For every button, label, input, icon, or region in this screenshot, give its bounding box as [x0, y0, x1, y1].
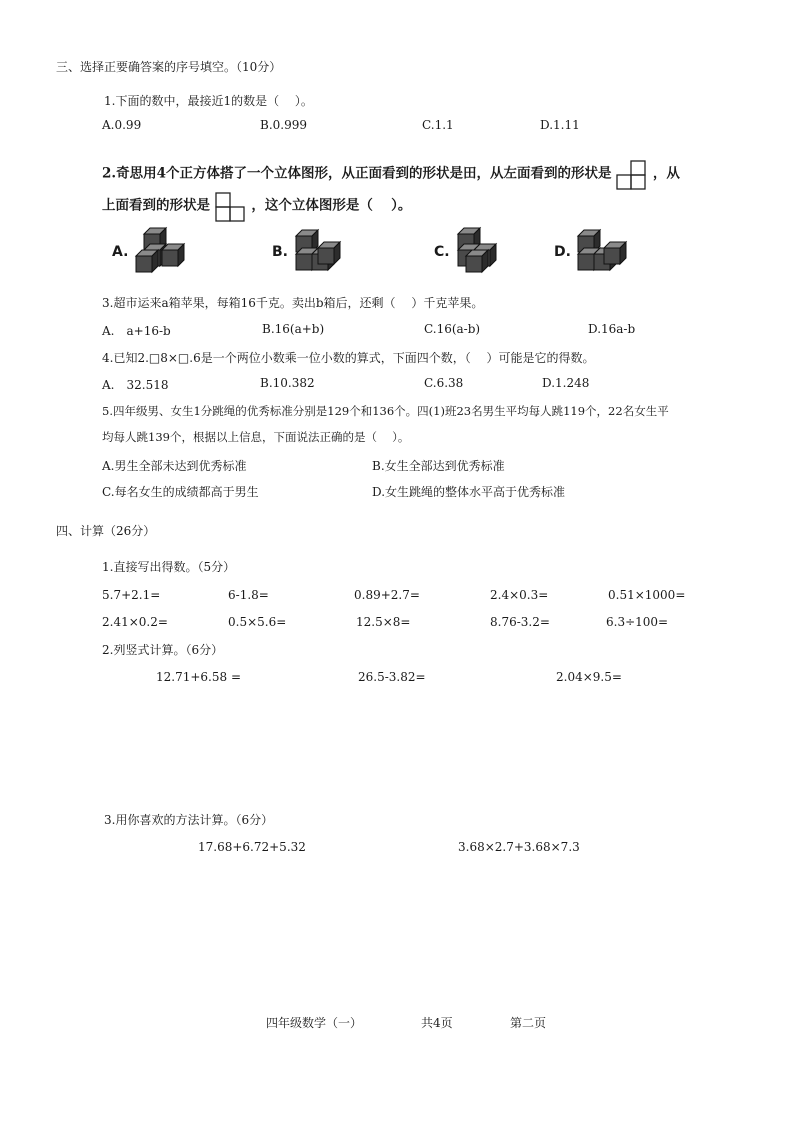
q3-option-b: B.16(a+b): [262, 322, 325, 336]
q2-option-b-label: B.: [272, 244, 288, 260]
q1-option-b: B.0.999: [260, 118, 307, 132]
q2-stem-a: 2.奇思用4个正方体搭了一个立体图形，从正面看到的形状是田，从左面看到的形状是: [102, 165, 612, 182]
q2-option-d-cube-figure: [574, 226, 638, 274]
q3-option-d: D.16a-b: [588, 322, 636, 336]
section-4-title: 四、计算（26分）: [56, 524, 156, 538]
q2-option-b-cube-figure: [292, 226, 352, 274]
calc-r1-c5: 0.51×1000=: [608, 588, 686, 602]
q2-option-c-label: C.: [434, 244, 450, 260]
q1-stem: 1.下面的数中，最接近1的数是（ ）。: [104, 94, 313, 108]
q1-option-d: D.1.11: [540, 118, 580, 132]
calc-r2-c3: 12.5×8=: [356, 615, 411, 629]
smart-calc-1: 17.68+6.72+5.32: [198, 840, 306, 854]
q4-stem: 4.已知2.□8×□.6是一个两位小数乘一位小数的算式，下面四个数，（ ）可能是它的得数。: [102, 351, 595, 365]
calc-r2-c5: 6.3÷100=: [606, 615, 669, 629]
q2-option-a-cube-figure: [132, 226, 192, 274]
q4-option-d: D.1.248: [542, 376, 590, 390]
q5-option-c: C.每名女生的成绩都高于男生: [102, 485, 259, 499]
smart-calc-2: 3.68×2.7+3.68×7.3: [458, 840, 580, 854]
vertical-calc-3: 2.04×9.5=: [556, 670, 622, 684]
footer-page-number: 第二页: [510, 1016, 547, 1030]
q4-option-c: C.6.38: [424, 376, 464, 390]
q2-stem-line2: [102, 190, 411, 222]
section-3-title: 三、选择正要确答案的序号填空。（10分）: [56, 60, 282, 74]
footer-total-pages: 共4页: [421, 1016, 453, 1030]
footer-subject: 四年级数学（一）: [266, 1016, 363, 1030]
calc-r1-c4: 2.4×0.3=: [490, 588, 549, 602]
q5-option-a: A.男生全部未达到优秀标准: [102, 459, 247, 473]
q2-option-a-label: A.: [112, 244, 129, 260]
top-view-shape-icon: [215, 190, 247, 222]
calc-r1-c2: 6-1.8=: [228, 588, 269, 602]
left-view-shape-icon: [616, 158, 648, 190]
q4-option-a: A. 32.518: [102, 378, 169, 392]
q1-option-a: A.0.99: [102, 118, 142, 132]
calc-part1-title: 1.直接写出得数。（5分）: [102, 560, 236, 574]
q2-stem-line1: [102, 158, 680, 190]
q5-option-d: D.女生跳绳的整体水平高于优秀标准: [372, 485, 566, 499]
q5-stem-line1: 5.四年级男、女生1分跳绳的优秀标准分别是129个和136个。四(1)班23名男生平均每人跳119个，22名女生平: [102, 404, 669, 418]
q2-stem-b: ，从: [652, 165, 680, 182]
q3-stem: 3.超市运来a箱苹果，每箱16千克。卖出b箱后，还剩（ ）千克苹果。: [102, 296, 484, 310]
q5-stem-line2: 均每人跳139个，根据以上信息，下面说法正确的是（ ）。: [102, 430, 410, 444]
q4-option-b: B.10.382: [260, 376, 315, 390]
q3-option-a: A. a+16-b: [102, 324, 171, 338]
calc-part3-title: 3.用你喜欢的方法计算。（6分）: [104, 813, 274, 827]
calc-r2-c1: 2.41×0.2=: [102, 615, 168, 629]
calc-r2-c2: 0.5×5.6=: [228, 615, 287, 629]
q2-stem-c: 上面看到的形状是: [102, 197, 210, 214]
q2-stem-d: ，这个立体图形是（ ）。: [251, 197, 412, 214]
q5-option-b: B.女生全部达到优秀标准: [372, 459, 505, 473]
q3-option-c: C.16(a-b): [424, 322, 481, 336]
calc-r1-c1: 5.7+2.1=: [102, 588, 161, 602]
calc-part2-title: 2.列竖式计算。（6分）: [102, 643, 224, 657]
vertical-calc-2: 26.5-3.82=: [358, 670, 426, 684]
calc-r1-c3: 0.89+2.7=: [354, 588, 420, 602]
q2-option-c-cube-figure: [452, 226, 512, 274]
q1-option-c: C.1.1: [422, 118, 454, 132]
vertical-calc-1: 12.71+6.58 =: [156, 670, 241, 684]
calc-r2-c4: 8.76-3.2=: [490, 615, 550, 629]
q2-option-d-label: D.: [554, 244, 571, 260]
